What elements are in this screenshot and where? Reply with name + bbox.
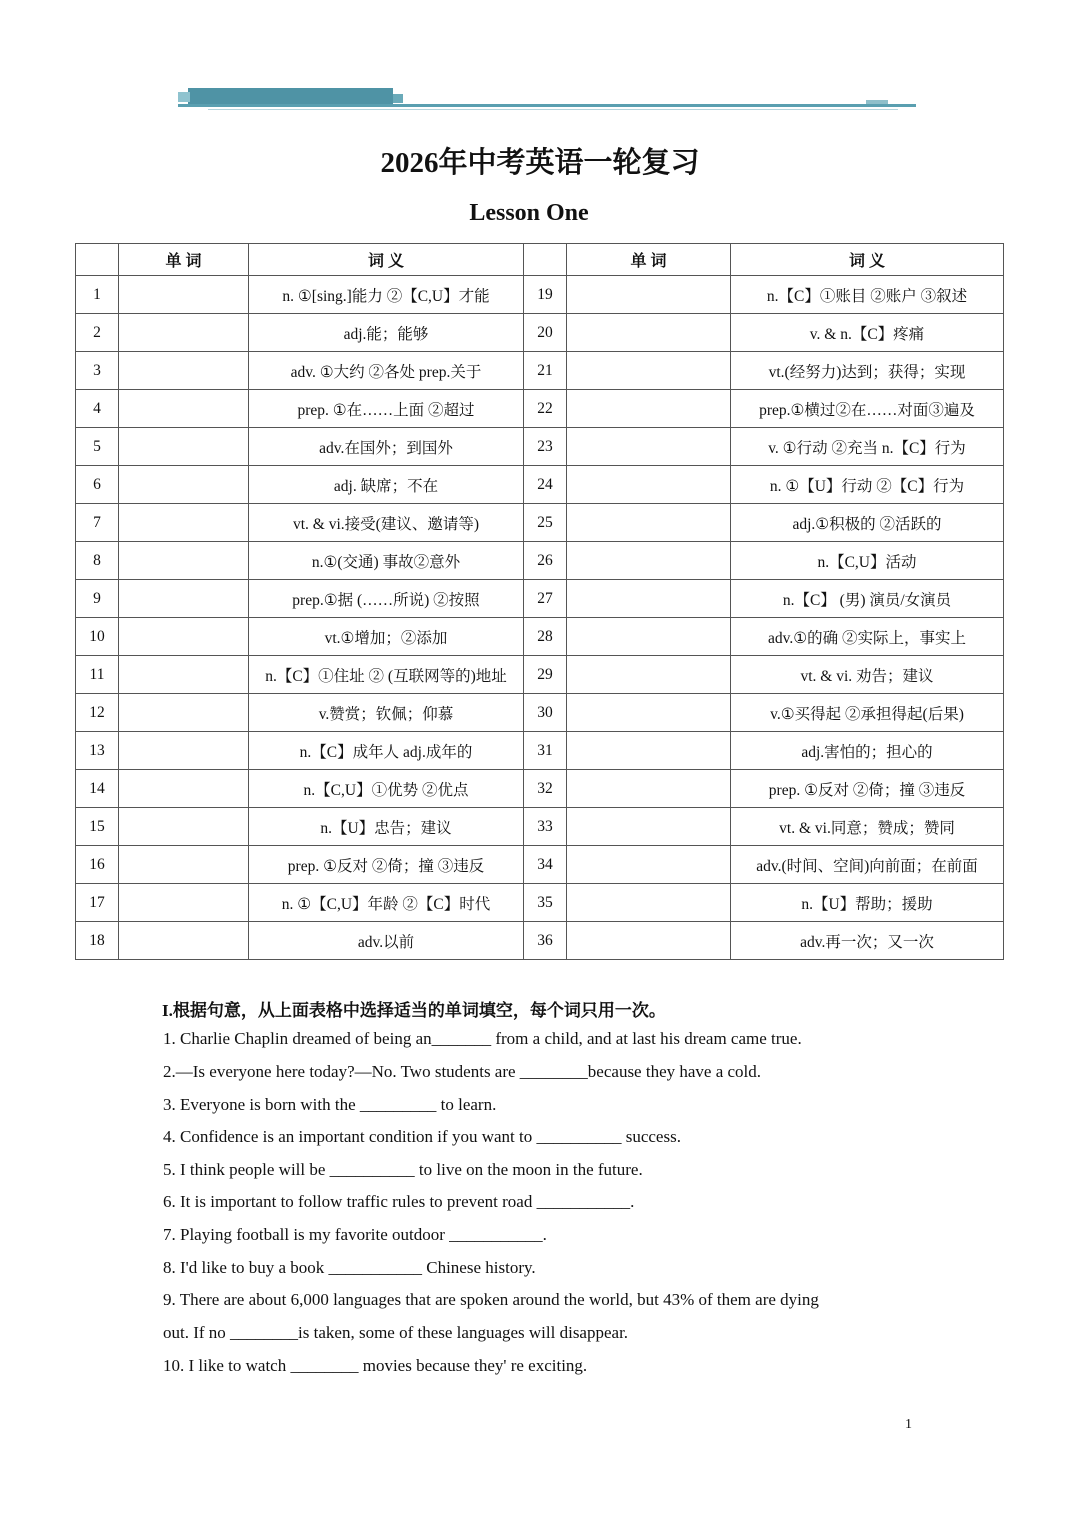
table-row	[76, 846, 1004, 884]
meaning-cell: n.【C】①账目 ②账户 ③叙述	[731, 276, 1004, 314]
word-cell	[567, 618, 731, 656]
table-row	[76, 656, 1004, 694]
row-number: 11	[76, 656, 119, 694]
vocabulary-table	[75, 243, 1004, 960]
header-decoration	[178, 88, 918, 114]
header-number	[524, 244, 567, 276]
word-cell	[119, 580, 249, 618]
word-cell	[119, 694, 249, 732]
row-number: 15	[76, 808, 119, 846]
row-number: 33	[524, 808, 567, 846]
row-number: 25	[524, 504, 567, 542]
table-row	[76, 352, 1004, 390]
row-number: 35	[524, 884, 567, 922]
word-cell	[567, 846, 731, 884]
exercise-line: 2.—Is everyone here today?—No. Two students are ________because they have a cold.	[163, 1062, 762, 1081]
meaning-cell: n. ①【U】行动 ②【C】行为	[731, 466, 1004, 504]
word-cell	[119, 504, 249, 542]
meaning-cell: prep. ①反对 ②倚；撞 ③违反	[249, 846, 524, 884]
word-cell	[567, 428, 731, 466]
row-number: 21	[524, 352, 567, 390]
row-number: 30	[524, 694, 567, 732]
meaning-cell: adv.①的确 ②实际上，事实上	[731, 618, 1004, 656]
table-row	[76, 694, 1004, 732]
table-row	[76, 922, 1004, 960]
lesson-title: Lesson One	[469, 200, 589, 226]
table-row	[76, 428, 1004, 466]
table-header-row	[76, 244, 1004, 276]
meaning-cell: v.①买得起 ②承担得起(后果)	[731, 694, 1004, 732]
meaning-cell: vt.①增加；②添加	[249, 618, 524, 656]
word-cell	[567, 390, 731, 428]
row-number: 36	[524, 922, 567, 960]
meaning-cell: v.赞赏；钦佩；仰慕	[249, 694, 524, 732]
word-cell	[119, 542, 249, 580]
meaning-cell: adv. ①大约 ②各处 prep.关于	[249, 352, 524, 390]
row-number: 24	[524, 466, 567, 504]
meaning-cell: n.【C】成年人 adj.成年的	[249, 732, 524, 770]
row-number: 10	[76, 618, 119, 656]
meaning-cell: adv.(时间、空间)向前面；在前面	[731, 846, 1004, 884]
word-cell	[567, 542, 731, 580]
word-cell	[119, 732, 249, 770]
table-row	[76, 618, 1004, 656]
word-cell	[119, 314, 249, 352]
word-cell	[119, 656, 249, 694]
row-number: 23	[524, 428, 567, 466]
word-cell	[119, 428, 249, 466]
row-number: 17	[76, 884, 119, 922]
word-cell	[567, 808, 731, 846]
meaning-cell: n.【U】忠告；建议	[249, 808, 524, 846]
table-row	[76, 808, 1004, 846]
word-cell	[119, 770, 249, 808]
row-number: 18	[76, 922, 119, 960]
word-cell	[119, 808, 249, 846]
table-row	[76, 732, 1004, 770]
page-title: 2026年中考英语一轮复习	[380, 147, 700, 179]
table-row	[76, 770, 1004, 808]
header-rule-accent	[866, 100, 888, 104]
header-word: 单 词	[119, 244, 249, 276]
word-cell	[567, 884, 731, 922]
row-number: 19	[524, 276, 567, 314]
word-cell	[567, 732, 731, 770]
word-cell	[567, 922, 731, 960]
word-cell	[119, 884, 249, 922]
meaning-cell: prep.①横过②在……对面③遍及	[731, 390, 1004, 428]
meaning-cell: n.【C,U】活动	[731, 542, 1004, 580]
row-number: 34	[524, 846, 567, 884]
row-number: 1	[76, 276, 119, 314]
word-cell	[567, 466, 731, 504]
row-number: 3	[76, 352, 119, 390]
header-meaning: 词 义	[731, 244, 1004, 276]
row-number: 16	[76, 846, 119, 884]
header-rule	[178, 104, 916, 107]
meaning-cell: n.①(交通) 事故②意外	[249, 542, 524, 580]
table-row	[76, 314, 1004, 352]
meaning-cell: adv.以前	[249, 922, 524, 960]
meaning-cell: vt. & vi. 劝告；建议	[731, 656, 1004, 694]
exercise-line: 9. There are about 6,000 languages that are spoken around the world, but 43% of them are dying	[163, 1290, 819, 1309]
word-cell	[567, 314, 731, 352]
meaning-cell: adv.在国外；到国外	[249, 428, 524, 466]
meaning-cell: vt. & vi.同意；赞成；赞同	[731, 808, 1004, 846]
meaning-cell: adj.害怕的；担心的	[731, 732, 1004, 770]
meaning-cell: prep. ①在……上面 ②超过	[249, 390, 524, 428]
row-number: 7	[76, 504, 119, 542]
table-row	[76, 276, 1004, 314]
word-cell	[119, 466, 249, 504]
meaning-cell: v. & n.【C】疼痛	[731, 314, 1004, 352]
word-cell	[567, 352, 731, 390]
exercise-line: 7. Playing football is my favorite outdoor ___________.	[163, 1225, 547, 1244]
row-number: 14	[76, 770, 119, 808]
table-row	[76, 580, 1004, 618]
meaning-cell: vt.(经努力)达到；获得；实现	[731, 352, 1004, 390]
word-cell	[567, 504, 731, 542]
table-row	[76, 504, 1004, 542]
row-number: 20	[524, 314, 567, 352]
meaning-cell: prep. ①反对 ②倚；撞 ③违反	[731, 770, 1004, 808]
table-row	[76, 542, 1004, 580]
row-number: 29	[524, 656, 567, 694]
header-bar-accent	[393, 94, 403, 103]
meaning-cell: n.【U】帮助；援助	[731, 884, 1004, 922]
row-number: 27	[524, 580, 567, 618]
row-number: 31	[524, 732, 567, 770]
word-cell	[567, 656, 731, 694]
word-cell	[119, 352, 249, 390]
word-cell	[119, 276, 249, 314]
meaning-cell: vt. & vi.接受(建议、邀请等)	[249, 504, 524, 542]
row-number: 22	[524, 390, 567, 428]
table-row	[76, 884, 1004, 922]
exercise-heading: I.根据句意，从上面表格中选择适当的单词填空，每个词只用一次。	[162, 1001, 666, 1020]
meaning-cell: n.【C】①住址 ② (互联网等的)地址	[249, 656, 524, 694]
exercise-line: 3. Everyone is born with the _________ to learn.	[163, 1095, 497, 1114]
row-number: 8	[76, 542, 119, 580]
exercise-line: 1. Charlie Chaplin dreamed of being an_______ from a child, and at last his dream came true.	[163, 1029, 802, 1048]
exercise-line: 6. It is important to follow traffic rules to prevent road ___________.	[163, 1192, 635, 1211]
row-number: 32	[524, 770, 567, 808]
row-number: 9	[76, 580, 119, 618]
row-number: 13	[76, 732, 119, 770]
meaning-cell: n. ①【C,U】年龄 ②【C】时代	[249, 884, 524, 922]
word-cell	[119, 922, 249, 960]
header-word: 单 词	[567, 244, 731, 276]
meaning-cell: adj.能；能够	[249, 314, 524, 352]
meaning-cell: adv.再一次；又一次	[731, 922, 1004, 960]
header-meaning: 词 义	[249, 244, 524, 276]
table-row	[76, 390, 1004, 428]
row-number: 6	[76, 466, 119, 504]
table-row	[76, 466, 1004, 504]
row-number: 4	[76, 390, 119, 428]
meaning-cell: n. ①[sing.]能力 ②【C,U】才能	[249, 276, 524, 314]
row-number: 2	[76, 314, 119, 352]
meaning-cell: prep.①据 (……所说) ②按照	[249, 580, 524, 618]
exercise-line: 8. I'd like to buy a book ___________ Chinese history.	[163, 1258, 536, 1277]
meaning-cell: n.【C,U】①优势 ②优点	[249, 770, 524, 808]
meaning-cell: adj.①积极的 ②活跃的	[731, 504, 1004, 542]
row-number: 26	[524, 542, 567, 580]
meaning-cell: adj. 缺席；不在	[249, 466, 524, 504]
exercise-line: 5. I think people will be __________ to live on the moon in the future.	[163, 1160, 643, 1179]
meaning-cell: v. ①行动 ②充当 n.【C】行为	[731, 428, 1004, 466]
row-number: 12	[76, 694, 119, 732]
exercise-line: 10. I like to watch ________ movies because they' re exciting.	[163, 1356, 588, 1375]
header-rule-thin	[208, 109, 898, 110]
word-cell	[119, 618, 249, 656]
word-cell	[567, 276, 731, 314]
page-number: 1	[905, 1417, 912, 1432]
exercise-line: out. If no ________is taken, some of these languages will disappear.	[163, 1323, 629, 1342]
row-number: 28	[524, 618, 567, 656]
header-bar-accent	[178, 92, 190, 102]
word-cell	[567, 694, 731, 732]
header-number	[76, 244, 119, 276]
header-bar	[188, 88, 393, 104]
word-cell	[119, 846, 249, 884]
row-number: 5	[76, 428, 119, 466]
word-cell	[567, 580, 731, 618]
word-cell	[567, 770, 731, 808]
meaning-cell: n.【C】 (男) 演员/女演员	[731, 580, 1004, 618]
exercise-line: 4. Confidence is an important condition if you want to __________ success.	[163, 1127, 681, 1146]
word-cell	[119, 390, 249, 428]
